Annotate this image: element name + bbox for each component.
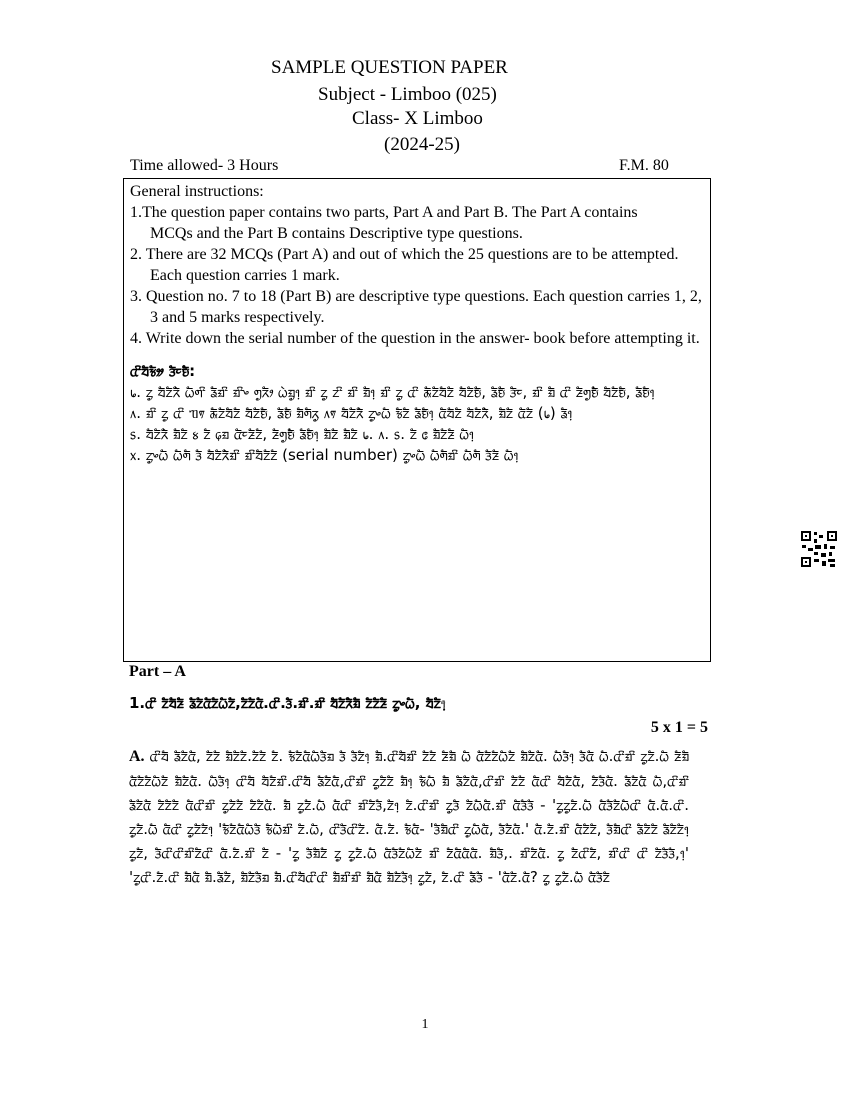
passage-label: A. xyxy=(129,748,145,765)
qr-code-icon xyxy=(800,530,838,568)
year-line: (2024-25) xyxy=(384,134,460,155)
time-allowed: Time allowed- 3 Hours xyxy=(130,157,279,174)
instruction-1-cont: MCQs and the Part B contains Descriptive type questions. xyxy=(150,225,523,242)
part-a-heading: Part – A xyxy=(129,663,186,680)
question-1-text: 1.ᤂᤡ ᤁᤠᤔᤠᤏᤠ ᤕᤠᤁᤠᤂᤠᤁᤠᤐᤠᤁᤠ,ᤁᤠᤁᤠᤂᤠ.ᤂᤡ.ᤋᤠ.ᤀᤡ.ᤀᤡ ᤔᤠᤁᤠᤖᤧᤠᤀᤠ ᤁᤠᤁᤠᤏᤠ ᤁᤢᤴᤐᤠ, ᤔᤠᤁᤠ᥄ xyxy=(129,694,446,712)
limbu-instruction-1: ᥇. ᤁᤢ ᤔᤠᤁᤠᤖᤧᤠ ᤐᤠᤛᤡ ᤕᤠᤀᤡ ᤀᤡᤴ ᤛᤢᤖᤥ ᤐᤧᤀᤢ᥄ ᤀᤡ ᤁᤢ ᤁᤡ ᤀᤡ ᤀᤠ᥄ ᤀᤡ ᤁᤢ ᤂᤡ ᤊᤠᤁᤠᤔᤠᤁᤠ ᤔᤠᤁᤠᤎᤠ, ᤕᤠᤎᤠ ᤋᤠᤰ, ᤀᤡ ᤀᤠ ᤂᤡ ᤏᤠᤛᤢᤎᤧᤠ ᤔᤠᤁᤠᤎᤠ, ᤕᤠᤎᤠ᥄ xyxy=(130,383,655,401)
instruction-4: 4. Write down the serial number of the question in the answer- book before attempting it. xyxy=(130,330,700,347)
limbu-instruction-2: ᥈. ᤀᤡ ᤁᤢ ᤂᤡ ᥓ᥏ ᤊᤠᤁᤠᤔᤠᤁᤠ ᤔᤠᤁᤠᤎᤠ, ᤕᤠᤎᤠ ᤀᤠᤛᤠᤖᤢ ᥈᥏ ᤔᤠᤁᤠᤖᤧᤠ ᤁᤢᤴᤐᤠ ᤃᤠᤁᤠ ᤕᤠᤎᤠ᥄ ᤂᤠᤔᤠᤁᤠ ᤔᤠᤁᤠᤖᤧᤠ, ᤀᤠᤁᤠ ᤂᤠᤁᤠ (᥇) ᤕᤠ᥄ xyxy=(130,404,573,422)
instruction-1: 1.The question paper contains two parts, Part A and Part B. The Part A contains xyxy=(130,204,638,221)
page-number: 1 xyxy=(421,1017,429,1032)
question-1-marks: 5 x 1 = 5 xyxy=(650,719,708,736)
question-1 xyxy=(129,692,689,715)
full-marks: F.M. 80 xyxy=(619,157,669,174)
passage-a xyxy=(129,744,689,889)
passage-text: ᤂᤡᤔᤠ ᤕᤠᤁᤠᤂᤠ, ᤁᤠᤁᤠ ᤀᤠᤁᤠᤁᤠ.ᤁᤠᤁᤠ ᤁᤠ. ᤃᤠᤁᤠᤂᤠᤐᤠᤋᤠᤀ ᤋᤠ ᤋᤠᤁᤠ᥄ ᤀᤠ.ᤂᤡᤔᤠᤀᤡ ᤁᤠᤁᤠ ᤏᤠᤀᤠ ᤐᤠ ᤂᤠᤁᤠᤁᤠᤐᤠᤁᤠ ᤀᤠᤁᤠᤂᤠ. ᤐᤠᤋᤠ᥄ ᤋᤠᤂᤠ ᤐᤠ.ᤂᤡᤀᤡ ᤁᤢᤁᤠ.ᤐᤠ ᤏᤠᤀᤠ ᤂᤠᤁᤠᤁᤠᤐᤠᤁᤠ ᤀᤠᤁᤠᤂᤠ. ᤐᤠᤋᤠ᥄ ᤂᤡᤔᤠ ᤔᤠᤁᤠᤀᤡ.ᤂᤡᤔᤠ ᤕᤠᤁᤠᤂᤠ,ᤂᤡᤀᤡ ᤁᤢᤁᤠᤁᤠ ᤀᤠ᥄ ᤃᤠᤐᤠ ᤀᤠ ᤕᤠᤁᤠᤂᤠ,ᤂᤡᤀᤡ ᤁᤠᤁᤠ ᤂᤠᤂᤡ ᤔᤠᤁᤠᤂᤠ, ᤁᤠᤋᤠᤂᤠ. ᤕᤠᤁᤠᤂᤠ ᤐᤠ,ᤂᤡᤀᤡ ᤕᤠᤁᤠᤂᤠ ᤁᤠᤁᤠᤁᤠ ᤂᤠᤂᤡᤀᤡ ᤁᤢᤁᤠᤁᤠ ᤁᤠᤁᤠᤂᤠ. ᤀᤠ ᤁᤢᤁᤠ.ᤐᤠ ᤂᤠᤂᤡ ᤀᤡᤁᤠᤋᤠ,ᤁᤠ᥄ ᤁᤠ.ᤂᤡᤀᤡ ᤁᤢᤋᤠ ᤁᤠᤐᤠᤂᤠ.ᤀᤡ ᤂᤠᤋᤠᤋᤠ - 'ᤁᤢᤁᤢᤁᤠ.ᤐᤠ ᤂᤠᤋᤠᤁᤠᤐᤠᤂᤡ ᤂᤠ.ᤂᤠ.ᤂᤡ. ᤁᤢᤁᤠ.ᤐᤠ ᤂᤠᤂᤡ ᤁᤢᤁᤠᤁᤠ᥄ 'ᤃᤠᤁᤠᤂᤠᤐᤠᤋᤠ ᤃᤠᤐᤠᤀᤡ ᤁᤠ.ᤐᤠ, ᤂᤡᤋᤠᤂᤡᤁᤠ. ᤂᤠ.ᤁᤠ. ᤃᤠᤂᤠ- 'ᤋᤠᤀᤠᤂᤡ ᤁᤢᤐᤠᤂᤠ, ᤋᤠᤁᤠᤂᤠ.' ᤂᤠ.ᤁᤠ.ᤀᤡ ᤂᤠᤁᤠᤁᤠ, ᤋᤠᤀᤠᤂᤡ ᤕᤠᤁᤠᤁᤠ ᤕᤠᤁᤠᤁᤠ᥄ ᤁᤢᤁᤠ, ᤋᤠᤂᤡᤂᤡᤀᤡᤁᤠᤂᤡ ᤂᤠ.ᤁᤠ.ᤀᤡ ᤁᤠ - 'ᤁᤢ ᤋᤠᤀᤠᤁᤠ ᤁᤢ ᤁᤢᤁᤠ.ᤐᤠ ᤂᤠᤋᤠᤁᤠᤐᤠᤁᤠ ᤀᤡ ᤁᤠᤂᤠᤂᤠᤂᤠ. ᤀᤠᤋᤠ,. ᤀᤡᤁᤠᤂᤠ. ᤁᤢ ᤁᤠᤂᤡᤁᤠ, ᤀᤡᤂᤡ ᤂᤡ ᤁᤠᤋᤠᤋᤠ,᥄' 'ᤁᤢᤂᤡ.ᤁᤠ.ᤂᤡ ᤀᤠᤂᤠ ᤀᤠ.ᤕᤠᤁᤠ, ᤀᤠᤁᤠᤋᤠᤀ ᤀᤠ.ᤂᤡᤔᤠᤂᤡᤂᤡ ᤀᤠᤀᤡᤀᤡ ᤀᤠᤂᤠ ᤀᤠᤁᤠᤋᤠ᥄ ᤁᤢᤁᤠ, ᤁᤠ.ᤂᤡ ᤕᤠᤋᤠ - 'ᤂᤠᤁᤠ.ᤂᤠ? ᤁᤢ ᤁᤢᤁᤠ.ᤐᤠ ᤂᤠᤋᤠᤁᤠ xyxy=(129,747,689,886)
instructions-box xyxy=(123,178,711,662)
paper-title: SAMPLE QUESTION PAPER xyxy=(271,57,508,78)
class-line: Class- X Limboo xyxy=(352,108,483,129)
limbu-instructions-heading: ᤂᤡᤔᤠᤃᤦ ᤋᤠᤰᤎᤧᤠ: xyxy=(130,362,196,380)
limbu-instruction-3: ᥉. ᤔᤠᤁᤠᤖᤧᤠ ᤀᤠᤁᤠ ᥍ ᤁᤠ ᥌ᤀ ᤂᤠᤰᤏᤠᤁᤠ, ᤏᤠᤛᤢᤎᤧᤠ ᤕᤠᤎᤠ᥄ ᤀᤠᤁᤠ ᤀᤠᤁᤠ ᥇. ᥈. ᥉. ᤁᤠ ᥋ ᤀᤠᤁᤠᤏᤠ ᤐᤠ᥄ xyxy=(130,425,475,443)
instruction-2: 2. There are 32 MCQs (Part A) and out of which the 25 questions are to be attempted. Each question carries 1 mark. xyxy=(130,246,679,284)
instruction-3: 3. Question no. 7 to 18 (Part B) are descriptive type questions. Each question carries 1, 2, 3 and 5 marks respectively. xyxy=(130,288,702,326)
instructions-heading: General instructions: xyxy=(130,183,264,200)
instructions-text xyxy=(130,181,706,466)
subject-line: Subject - Limboo (025) xyxy=(318,84,497,105)
limbu-instruction-4: ᥊. ᤁᤢᤴᤐᤠ ᤐᤠᤛᤠ ᤋᤠ ᤔᤠᤁᤠᤖᤧᤠᤀᤡ ᤀᤡᤔᤠᤁᤠᤁᤠ (serial number) ᤁᤢᤴᤐᤠ ᤐᤠᤛᤠᤀᤡ ᤐᤠᤛᤠ ᤋᤠᤏᤠ ᤐᤠ᥄ xyxy=(130,446,519,464)
